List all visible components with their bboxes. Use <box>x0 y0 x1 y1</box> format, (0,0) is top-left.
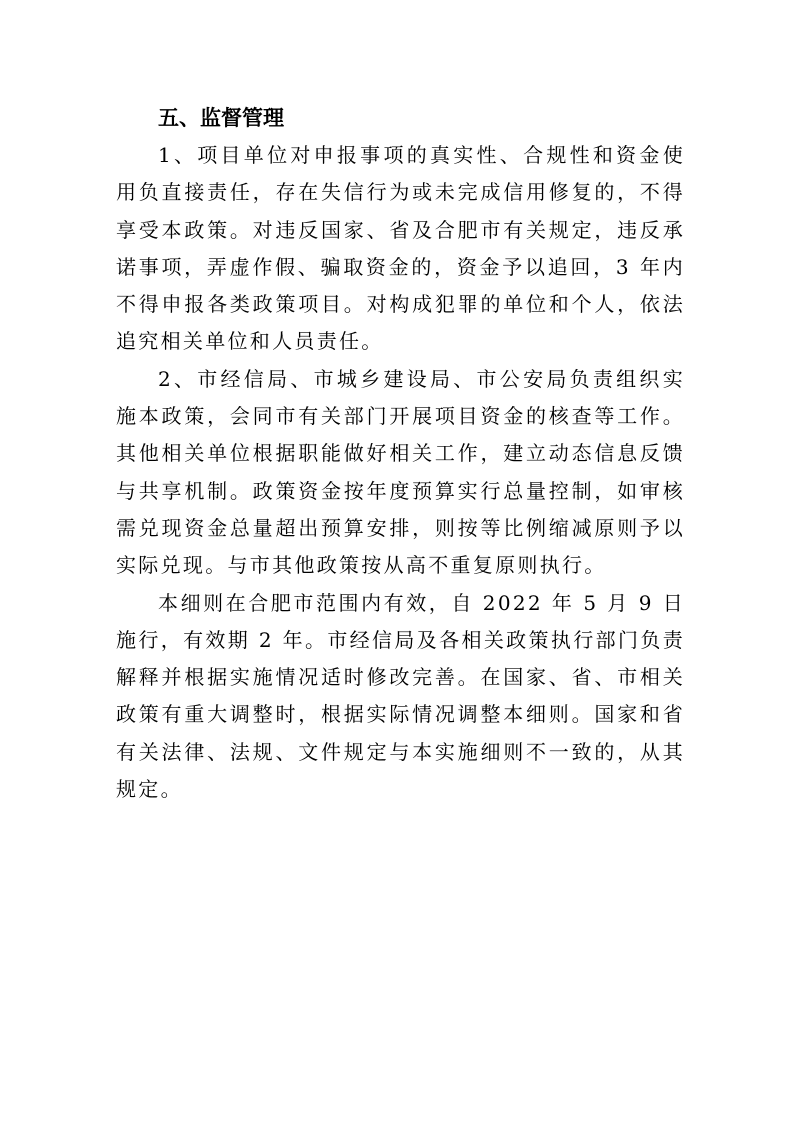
document-page <box>116 100 685 808</box>
section-heading: 五、监督管理 <box>158 106 284 130</box>
paragraph-1: 1、项目单位对申报事项的真实性、合规性和资金使用负直接责任，存在失信行为或未完成信用修复的，不得享受本政策。对违反国家、省及合肥市有关规定，违反承诺事项，弄虚作假、骗取资金的，资金予以追回，3 年内不得申报各类政策项目。对构成犯罪的单位和个人，依法追究相关单位和人员责任。 <box>116 143 685 354</box>
paragraph-2: 2、市经信局、市城乡建设局、市公安局负责组织实施本政策，会同市有关部门开展项目资金的核查等工作。其他相关单位根据职能做好相关工作，建立动态信息反馈与共享机制。政策资金按年度预算实行总量控制，如审核需兑现资金总量超出预算安排，则按等比例缩减原则予以实际兑现。与市其他政策按从高不重复原则执行。 <box>116 366 685 578</box>
paragraph-3: 本细则在合肥市范围内有效，自 2022 年 5 月 9 日施行，有效期 2 年。市经信局及各相关政策执行部门负责解释并根据实施情况适时修改完善。在国家、省、市相关政策有重大调整时，根据实际情况调整本细则。国家和省有关法律、法规、文件规定与本实施细则不一致的，从其规定。 <box>116 590 685 802</box>
